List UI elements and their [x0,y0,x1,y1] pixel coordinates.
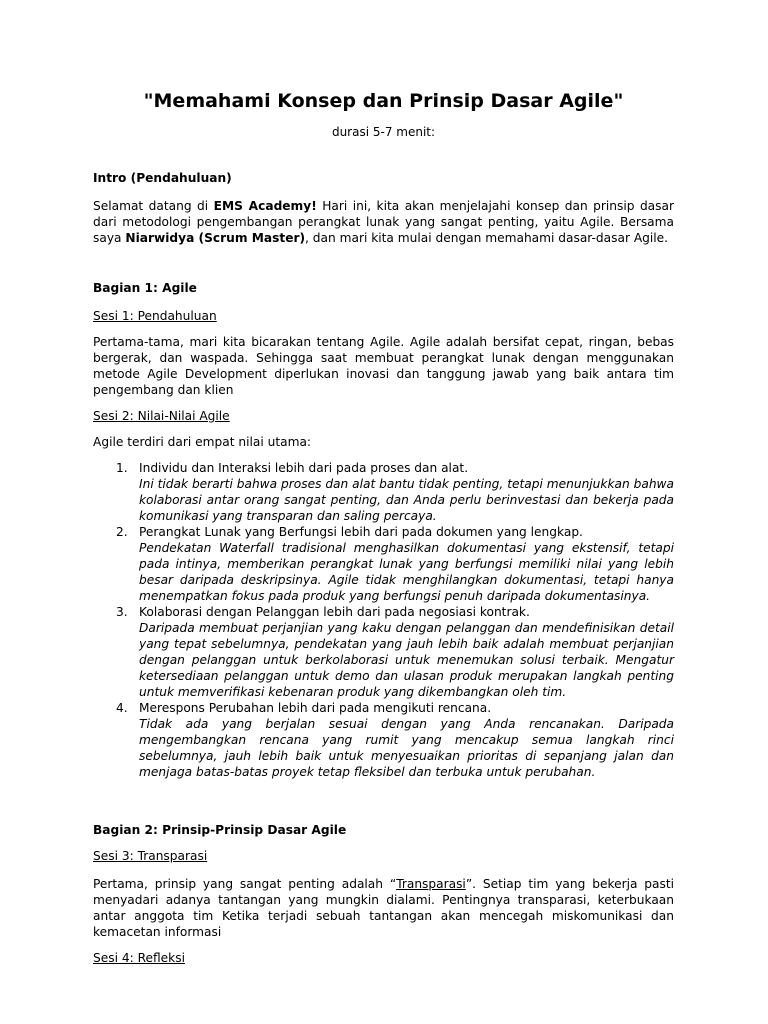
list-item-number: 4. [116,701,128,715]
session3-text-2: ”. Setiap tim yang bekerja pasti menyadari adanya tantangan yang mungkin dialami. Pentingnya transparasi, keterbukaan antar anggota tim Ketika terjadi sebuah tantangan akan mencegah miskomunikasi dan kemacetan informasi [93,877,675,939]
value-title: Perangkat Lunak yang Berfungsi lebih dari pada dokumen yang lengkap. [139,525,583,539]
session3-paragraph [93,876,674,940]
session4-title: Sesi 4: Refleksi [93,951,185,965]
intro-paragraph [93,198,674,246]
list-item [93,700,674,780]
list-item-number: 1. [116,461,128,475]
value-title: Individu dan Interaksi lebih dari pada proses dan alat. [139,461,469,475]
session2-intro: Agile terdiri dari empat nilai utama: [93,435,312,449]
value-description: Daripada membuat perjanjian yang kaku dengan pelanggan dan mendefinisikan detail yang tepat sebelumnya, pendekatan yang jauh lebih baik adalah membuat perjanjian dengan pelanggan untuk berkolaborasi untuk menemukan solusi terbaik. Mengatur ketersediaan pelanggan untuk demo dan ulasan produk merupakan langkah penting untuk memverifikasi kebenaran produk yang dikembangkan oleh tim. [139,621,674,699]
session1-paragraph: Pertama-tama, mari kita bicarakan tentang Agile. Agile adalah bersifat cepat, ringan, bebas bergerak, dan waspada. Sehingga saat membuat perangkat lunak dengan menggunakan metode Agile Development diperlukan inovasi dan tanggung jawab yang baik antara tim pengembang dan klien [93,335,674,397]
part2-heading: Bagian 2: Prinsip-Prinsip Dasar Agile [93,823,347,837]
value-description: Pendekatan Waterfall tradisional menghasilkan dokumentasi yang ekstensif, tetapi pada intinya, memberikan perangkat lunak yang berfungsi memiliki nilai yang lebih besar daripada deskripsinya. Agile tidak menghilangkan dokumentasi, tetapi hanya menempatkan fokus pada produk yang berfungsi penuh daripada dokumentasinya. [139,541,674,603]
list-item [93,460,674,524]
intro-text-3: , dan mari kita mulai dengan memahami dasar-dasar Agile. [305,231,669,245]
list-item [93,604,674,700]
value-description: Tidak ada yang berjalan sesuai dengan yang Anda rencanakan. Daripada mengembangkan rencana yang rumit yang mencakup semua langkah rinci sebelumnya, jauh lebih baik untuk menyesuaikan prioritas di sepanjang jalan dan menjaga batas-batas proyek tetap fleksibel dan terbuka untuk perubahan. [139,717,674,779]
list-item-number: 3. [116,605,128,619]
transparency-term: Transparasi [396,877,466,891]
intro-text-2: Hari ini, kita akan menjelajahi konsep dan prinsip dasar dari metodologi pengembangan perangkat lunak yang sangat penting, yaitu Agile. Bersama saya [93,199,674,245]
list-item [93,524,674,604]
intro-heading: Intro (Pendahuluan) [93,171,232,185]
presenter-name: Niarwidya (Scrum Master) [125,231,306,245]
academy-name: EMS Academy! [213,199,317,213]
session1-title: Sesi 1: Pendahuluan [93,309,217,323]
session2-title: Sesi 2: Nilai-Nilai Agile [93,409,230,423]
value-description: Ini tidak berarti bahwa proses dan alat bantu tidak penting, tetapi menunjukkan bahwa kolaborasi antar orang sangat penting, dan Anda perlu berinvestasi dan bekerja pada komunikasi yang transparan dan saling percaya. [139,477,674,523]
value-title: Merespons Perubahan lebih dari pada mengikuti rencana. [139,701,492,715]
agile-values-list [93,460,674,780]
session3-title: Sesi 3: Transparasi [93,849,208,863]
list-item-number: 2. [116,525,128,539]
intro-text-1: Selamat datang di [93,199,214,213]
document-title: "Memahami Konsep dan Prinsip Dasar Agile" [143,90,624,112]
duration-text: durasi 5-7 menit: [331,125,436,139]
value-title: Kolaborasi dengan Pelanggan lebih dari pada negosiasi kontrak. [139,605,530,619]
part1-heading: Bagian 1: Agile [93,281,197,295]
session3-text-1: Pertama, prinsip yang sangat penting adalah “ [93,877,397,891]
